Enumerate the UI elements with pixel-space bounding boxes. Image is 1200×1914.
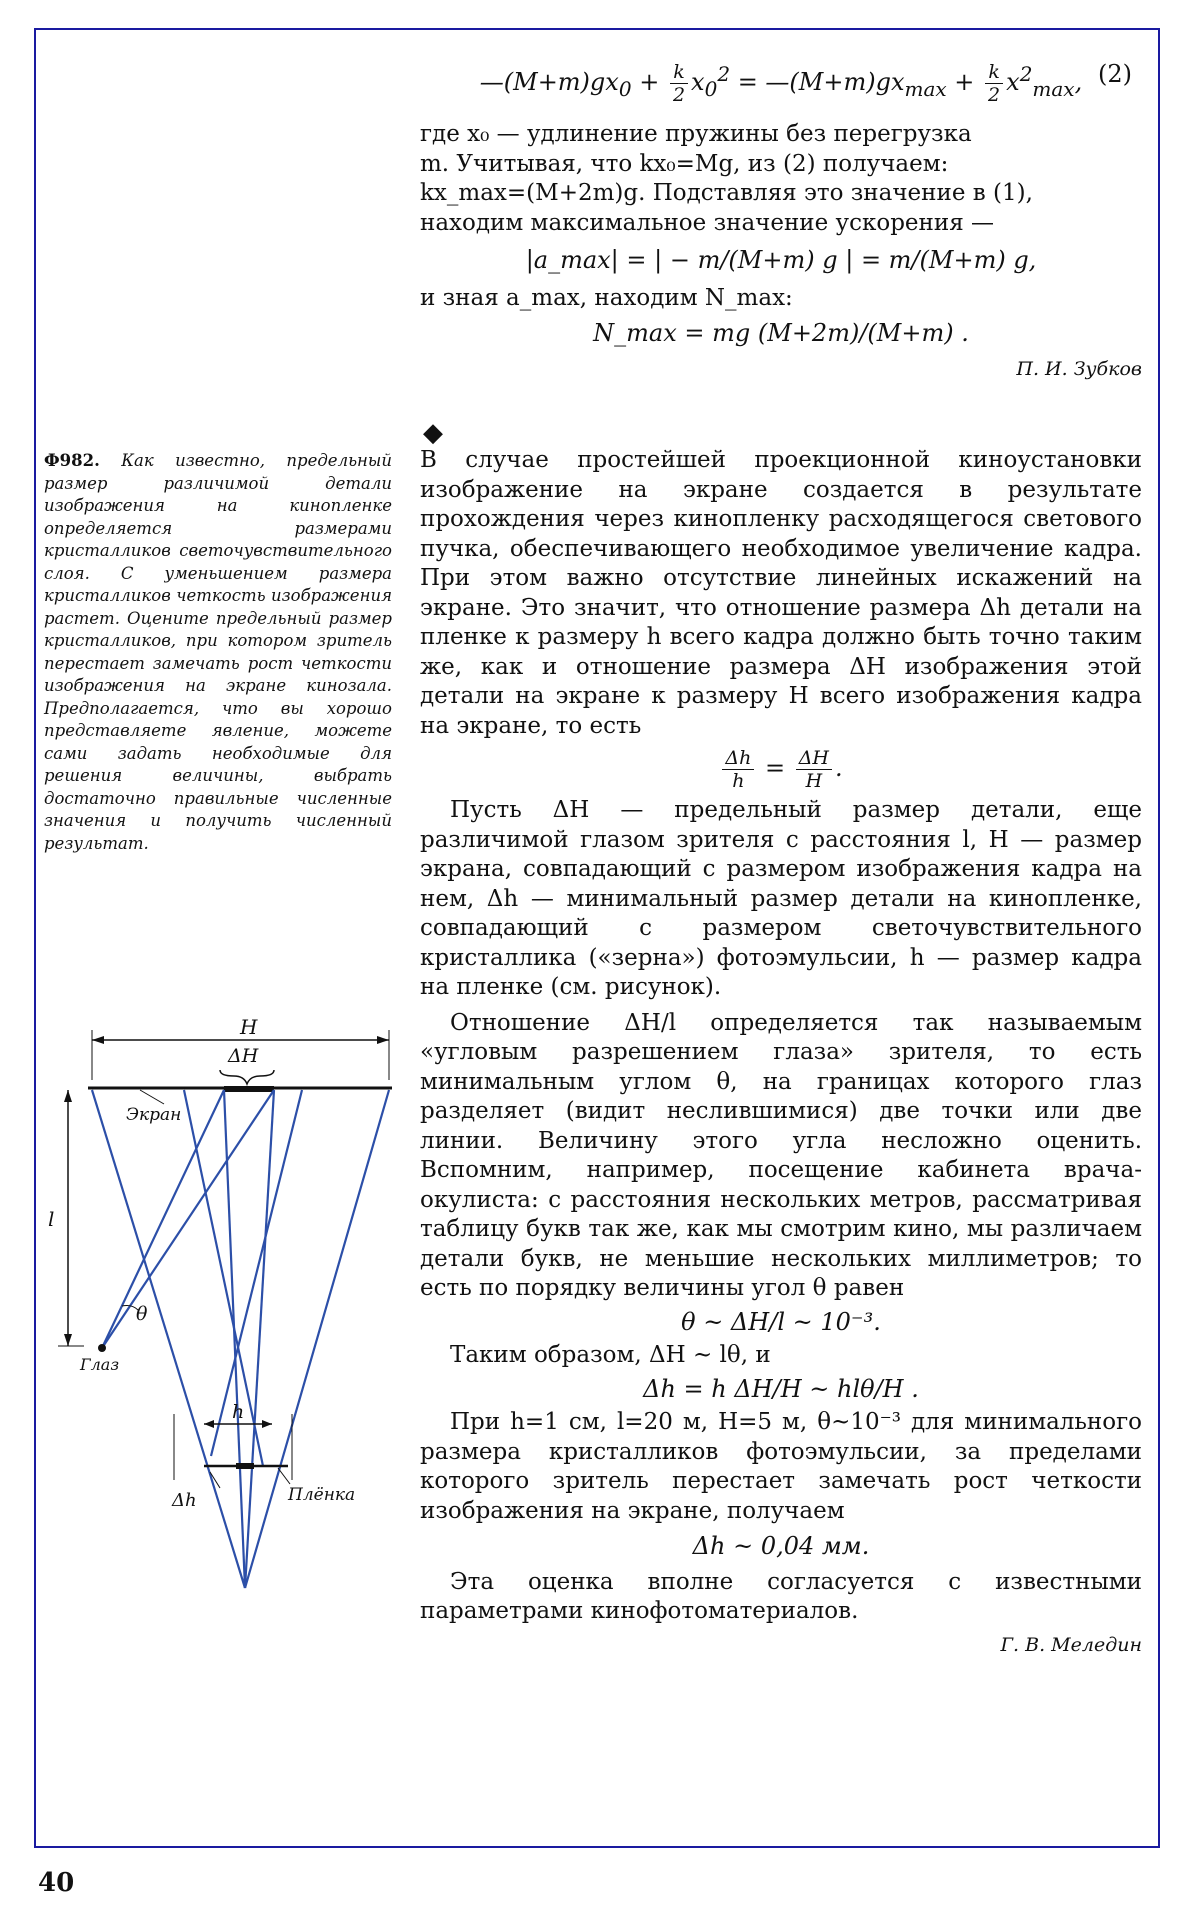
signature-meledin: Г. В. Меледин bbox=[1000, 1633, 1142, 1656]
screen-leader bbox=[140, 1090, 164, 1104]
eq2-frac-b: $\frac{k}{2}$ bbox=[985, 61, 1003, 106]
page-number: 40 bbox=[38, 1868, 75, 1898]
top-p1-line2: m. Учитывая, что kx₀=Mg, из (2) получаем: bbox=[420, 150, 949, 177]
equation-dh: Δh = h ΔH/H ~ hlθ/H . bbox=[643, 1374, 919, 1403]
top-p1-line1: где x₀ — удлинение пружины без перегрузка bbox=[420, 121, 972, 147]
dH-brace bbox=[220, 1070, 274, 1084]
eq2-left: —(M+m)gx bbox=[479, 68, 619, 96]
label-H: H bbox=[240, 1015, 258, 1039]
label-screen: Экран bbox=[126, 1105, 182, 1125]
top-p1-line3: kx_max=(M+2m)g. Подставляя это значение в (1), bbox=[420, 180, 1033, 206]
small-arrow-right-icon bbox=[262, 1420, 272, 1428]
frac-dh-h: $\frac{\Delta h}{h}$ bbox=[722, 747, 754, 792]
signature-zubkov: П. И. Зубков bbox=[1016, 357, 1142, 380]
equation-2: $—(M+m)gx_0$ + $\frac{k}{2}$ $x_0^2$ = $—(M+m)gx_{max}$ + $\frac{k}{2}$ $x^2_{max}$, (2) bbox=[479, 60, 1132, 106]
top-block bbox=[420, 60, 1142, 384]
solution-p4: Таким образом, ΔH ~ lθ, и bbox=[450, 1342, 771, 1368]
label-eye: Глаз bbox=[80, 1355, 120, 1374]
arrow-up-icon bbox=[64, 1090, 72, 1102]
eq2-mid: = —(M+m)gx bbox=[737, 68, 905, 96]
equation-a-max: |a_max| = | − m/(M+m) g | = m/(M+m) g, bbox=[525, 246, 1037, 274]
solution-block bbox=[420, 446, 1142, 1660]
equation-n-max: N_max = mg (M+2m)/(M+m) . bbox=[593, 319, 969, 347]
small-arrow-left-icon bbox=[204, 1420, 214, 1428]
label-dh: Δh bbox=[172, 1490, 197, 1511]
arrow-down-icon bbox=[64, 1334, 72, 1346]
equation-result: Δh ~ 0,04 мм. bbox=[692, 1532, 870, 1560]
eq2-number: (2) bbox=[1098, 60, 1132, 88]
frac-dH-H: $\frac{\Delta H}{H}$ bbox=[796, 747, 832, 792]
solution-p1: В случае простейшей проекционной киноустановки изображение на экране создается в результате прохождения через кинопленку расходящегося светового пучка, обеспечивающего необходимое увеличение кадра. При этом важно отсутствие линейных искажений на экране. Это значит, что отношение размера Δh детали на пленке к размеру h всего кадра должно быть точно таким же, как и отношение размера ΔH изображения этой детали на экране к размеру H всего изображения кадра на экране, то есть bbox=[420, 447, 1142, 739]
top-p2: и зная a_max, находим N_max: bbox=[420, 284, 793, 311]
solution-p2: Пусть ΔH — предельный размер детали, еще различимой глазом зрителя с расстояния l, H — размер экрана, совпадающий с размером изображения кадра на нем, Δh — минимальный размер детали на кинопленке, совпадающий с размером светочувствительного кристаллика («зерна») фотоэмульсии, h — размер кадра на пленке (см. рисунок). bbox=[420, 797, 1142, 1000]
solution-p6: Эта оценка вполне согласуется с известными параметрами кинофотоматериалов. bbox=[420, 1568, 1142, 1624]
label-dH: ΔH bbox=[228, 1045, 259, 1067]
eq2-frac-a: $\frac{k}{2}$ bbox=[670, 61, 688, 106]
problem-id: Ф982. bbox=[44, 451, 100, 470]
label-l: l bbox=[48, 1207, 55, 1231]
equation-theta: θ ~ ΔH/l ~ 10⁻³. bbox=[681, 1307, 881, 1336]
eye-point bbox=[98, 1344, 106, 1352]
arrow-right-icon bbox=[377, 1036, 389, 1044]
label-film: Плёнка bbox=[288, 1485, 356, 1505]
solution-p5: При h=1 см, l=20 м, H=5 м, θ~10⁻³ для минимального размера кристалликов фотоэмульсии, за пределами которого зритель перестает замечать рост четкости изображения на экране, получаем bbox=[420, 1409, 1142, 1524]
label-h: h bbox=[232, 1401, 245, 1423]
light-rays bbox=[92, 1090, 389, 1588]
solution-p3: Отношение ΔH/l определяется так называемым «угловым разрешением глаза» зрителя, то есть минимальным углом θ, на границах которого глаз разделяет (видит неслившимися) две точки или две линии. Величину этого угла несложно оценить. Вспомним, например, посещение кабинета врача-окулиста: с расстояния нескольких метров, рассматривая таблицу букв так же, как мы смотрим кино, мы различаем детали букв, не меньшие нескольких миллиметров; то есть по порядку величины угол θ равен bbox=[420, 1009, 1142, 1301]
problem-statement bbox=[44, 450, 392, 855]
label-theta: θ bbox=[136, 1303, 148, 1325]
problem-text: Как известно, предельный размер различимой детали изображения на кинопленке определяется размерами кристалликов светочувствительного слоя. С уменьшением размера кристалликов четкость изображения растет. Оцените предельный размер кристалликов, при котором зритель перестает замечать рост четкости изображения на экране кинозала. Предполагается, что вы хорошо представляете явление, можете сами задать необходимые для решения величины, выбрать достаточно правильные численные значения и получить численный результат. bbox=[44, 451, 392, 853]
film-leader bbox=[278, 1468, 290, 1484]
arrow-left-icon bbox=[92, 1036, 104, 1044]
section-marker: ◆ bbox=[423, 418, 443, 448]
projection-diagram bbox=[44, 1010, 404, 1610]
top-p1-line4: находим максимальное значение ускорения — bbox=[420, 209, 995, 236]
equation-ratio: $\frac{\Delta h}{h}$ = $\frac{\Delta H}{H}$ . bbox=[420, 747, 1142, 792]
